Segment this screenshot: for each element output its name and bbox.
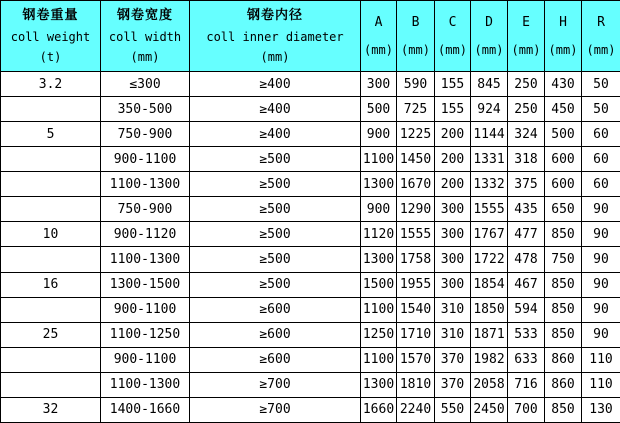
cell-C: 310 [435, 297, 471, 322]
cell-coil-width: 1400-1660 [101, 397, 190, 422]
cell-H: 850 [545, 272, 582, 297]
cell-R: 110 [582, 372, 620, 397]
cell-C: 370 [435, 347, 471, 372]
cell-inner-diameter: ≥400 [190, 72, 361, 97]
cell-A: 1660 [361, 397, 397, 422]
cell-A: 1100 [361, 297, 397, 322]
cell-B: 1758 [397, 247, 435, 272]
cell-E: 700 [508, 397, 545, 422]
table-row [1, 372, 620, 397]
cell-E: 324 [508, 122, 545, 147]
cell-H: 500 [545, 122, 582, 147]
header-C [435, 1, 471, 72]
cell-R: 90 [582, 322, 620, 347]
cell-B: 1810 [397, 372, 435, 397]
header-inner-diameter-unit: (mm) [260, 49, 290, 64]
cell-H: 860 [545, 347, 582, 372]
header-coil-width [101, 1, 190, 72]
cell-E: 250 [508, 72, 545, 97]
cell-R: 110 [582, 347, 620, 372]
cell-R: 90 [582, 222, 620, 247]
header-coil-weight [1, 1, 101, 72]
cell-D: 1850 [471, 297, 508, 322]
header-coil-weight-unit: (t) [39, 49, 62, 64]
cell-coil-weight: 5 [1, 122, 101, 147]
cell-H: 600 [545, 147, 582, 172]
cell-C: 300 [435, 197, 471, 222]
cell-inner-diameter: ≥600 [190, 347, 361, 372]
table-row [1, 322, 620, 347]
cell-inner-diameter: ≥500 [190, 247, 361, 272]
cell-A: 1300 [361, 247, 397, 272]
cell-D: 1722 [471, 247, 508, 272]
cell-A: 900 [361, 122, 397, 147]
cell-coil-width: 900-1120 [101, 222, 190, 247]
cell-coil-width: ≤300 [101, 72, 190, 97]
header-A [361, 1, 397, 72]
header-inner-diameter [190, 1, 361, 72]
cell-coil-width: 900-1100 [101, 147, 190, 172]
cell-R: 50 [582, 97, 620, 122]
cell-C: 370 [435, 372, 471, 397]
cell-D: 1871 [471, 322, 508, 347]
header-D [471, 1, 508, 72]
header-R-unit: (mm) [586, 43, 616, 57]
cell-H: 430 [545, 72, 582, 97]
table-row [1, 72, 620, 97]
cell-B: 725 [397, 97, 435, 122]
cell-B: 2240 [397, 397, 435, 422]
cell-H: 750 [545, 247, 582, 272]
cell-inner-diameter: ≥700 [190, 372, 361, 397]
header-B-unit: (mm) [401, 43, 430, 57]
cell-A: 900 [361, 197, 397, 222]
header-E-letter: E [522, 15, 530, 30]
cell-C: 300 [435, 247, 471, 272]
header-B [397, 1, 435, 72]
cell-C: 200 [435, 122, 471, 147]
cell-inner-diameter: ≥400 [190, 97, 361, 122]
header-inner-diameter-zh: 钢卷内径 [246, 8, 303, 24]
cell-coil-weight [1, 297, 101, 322]
cell-coil-width: 900-1100 [101, 347, 190, 372]
cell-R: 90 [582, 297, 620, 322]
cell-B: 1290 [397, 197, 435, 222]
cell-D: 2450 [471, 397, 508, 422]
table-body [1, 72, 620, 423]
cell-C: 200 [435, 172, 471, 197]
header-A-unit: (mm) [364, 43, 393, 57]
cell-D: 1854 [471, 272, 508, 297]
cell-coil-weight: 10 [1, 222, 101, 247]
cell-D: 1555 [471, 197, 508, 222]
cell-C: 300 [435, 272, 471, 297]
cell-R: 90 [582, 272, 620, 297]
cell-coil-weight: 32 [1, 397, 101, 422]
header-H [545, 1, 582, 72]
cell-B: 1555 [397, 222, 435, 247]
cell-H: 650 [545, 197, 582, 222]
cell-E: 318 [508, 147, 545, 172]
table-row [1, 122, 620, 147]
header-E-unit: (mm) [511, 43, 541, 57]
cell-R: 60 [582, 147, 620, 172]
cell-C: 310 [435, 322, 471, 347]
cell-coil-weight [1, 347, 101, 372]
cell-E: 477 [508, 222, 545, 247]
cell-A: 1250 [361, 322, 397, 347]
cell-inner-diameter: ≥600 [190, 297, 361, 322]
cell-inner-diameter: ≥500 [190, 172, 361, 197]
cell-coil-width: 750-900 [101, 197, 190, 222]
table-header [1, 1, 620, 72]
cell-C: 300 [435, 222, 471, 247]
cell-B: 1540 [397, 297, 435, 322]
header-coil-width-zh: 钢卷宽度 [116, 8, 173, 24]
cell-coil-width: 1100-1300 [101, 372, 190, 397]
cell-E: 594 [508, 297, 545, 322]
cell-B: 1670 [397, 172, 435, 197]
cell-coil-weight: 16 [1, 272, 101, 297]
cell-B: 1955 [397, 272, 435, 297]
cell-inner-diameter: ≥500 [190, 272, 361, 297]
cell-H: 850 [545, 322, 582, 347]
cell-R: 50 [582, 72, 620, 97]
cell-coil-width: 900-1100 [101, 297, 190, 322]
cell-E: 435 [508, 197, 545, 222]
cell-R: 90 [582, 247, 620, 272]
cell-B: 1450 [397, 147, 435, 172]
cell-inner-diameter: ≥700 [190, 397, 361, 422]
cell-coil-weight [1, 172, 101, 197]
table-row [1, 297, 620, 322]
cell-H: 850 [545, 222, 582, 247]
cell-A: 1300 [361, 172, 397, 197]
cell-D: 1982 [471, 347, 508, 372]
cell-A: 1500 [361, 272, 397, 297]
header-E [508, 1, 545, 72]
cell-D: 1331 [471, 147, 508, 172]
table-row [1, 347, 620, 372]
header-coil-width-unit: (mm) [130, 49, 160, 64]
cell-H: 860 [545, 372, 582, 397]
table-row [1, 247, 620, 272]
table-row [1, 147, 620, 172]
cell-coil-width: 750-900 [101, 122, 190, 147]
cell-D: 1332 [471, 172, 508, 197]
cell-C: 550 [435, 397, 471, 422]
header-H-unit: (mm) [548, 43, 578, 57]
cell-coil-weight: 25 [1, 322, 101, 347]
cell-B: 1710 [397, 322, 435, 347]
table-row [1, 172, 620, 197]
cell-coil-weight [1, 147, 101, 172]
cell-inner-diameter: ≥500 [190, 147, 361, 172]
table-row [1, 97, 620, 122]
cell-B: 1225 [397, 122, 435, 147]
table-row [1, 272, 620, 297]
cell-D: 1144 [471, 122, 508, 147]
header-inner-diameter-en: coll inner diameter [206, 29, 344, 44]
cell-H: 850 [545, 297, 582, 322]
table-row [1, 397, 620, 422]
header-coil-width-en: coll width [108, 29, 182, 44]
cell-E: 533 [508, 322, 545, 347]
cell-E: 375 [508, 172, 545, 197]
cell-B: 1570 [397, 347, 435, 372]
cell-coil-weight [1, 247, 101, 272]
header-C-unit: (mm) [438, 43, 467, 57]
cell-E: 716 [508, 372, 545, 397]
header-D-unit: (mm) [474, 43, 504, 57]
cell-H: 850 [545, 397, 582, 422]
header-A-letter: A [374, 15, 383, 30]
cell-A: 500 [361, 97, 397, 122]
header-H-letter: H [559, 15, 567, 30]
cell-C: 200 [435, 147, 471, 172]
header-C-letter: C [448, 15, 457, 30]
cell-E: 250 [508, 97, 545, 122]
cell-B: 590 [397, 72, 435, 97]
cell-coil-width: 350-500 [101, 97, 190, 122]
cell-coil-weight [1, 97, 101, 122]
cell-coil-weight [1, 372, 101, 397]
cell-R: 60 [582, 122, 620, 147]
cell-D: 2058 [471, 372, 508, 397]
cell-C: 155 [435, 97, 471, 122]
header-row [1, 1, 620, 72]
header-D-letter: D [485, 15, 493, 30]
cell-coil-width: 1300-1500 [101, 272, 190, 297]
header-coil-weight-zh: 钢卷重量 [22, 8, 79, 24]
cell-R: 60 [582, 172, 620, 197]
header-R [582, 1, 620, 72]
cell-D: 1767 [471, 222, 508, 247]
cell-A: 1100 [361, 347, 397, 372]
cell-H: 450 [545, 97, 582, 122]
cell-A: 300 [361, 72, 397, 97]
cell-coil-width: 1100-1300 [101, 247, 190, 272]
cell-inner-diameter: ≥400 [190, 122, 361, 147]
cell-R: 130 [582, 397, 620, 422]
table-row [1, 222, 620, 247]
cell-R: 90 [582, 197, 620, 222]
cell-inner-diameter: ≥500 [190, 222, 361, 247]
cell-inner-diameter: ≥600 [190, 322, 361, 347]
cell-coil-weight: 3.2 [1, 72, 101, 97]
cell-D: 924 [471, 97, 508, 122]
cell-E: 478 [508, 247, 545, 272]
table-row [1, 197, 620, 222]
header-coil-weight-en: coll weight [10, 29, 91, 44]
cell-A: 1300 [361, 372, 397, 397]
cell-A: 1120 [361, 222, 397, 247]
cell-A: 1100 [361, 147, 397, 172]
cell-coil-width: 1100-1250 [101, 322, 190, 347]
header-B-letter: B [411, 15, 420, 30]
header-R-letter: R [597, 15, 605, 30]
cell-C: 155 [435, 72, 471, 97]
cell-H: 600 [545, 172, 582, 197]
cell-inner-diameter: ≥500 [190, 197, 361, 222]
cell-E: 633 [508, 347, 545, 372]
cell-D: 845 [471, 72, 508, 97]
cell-coil-weight [1, 197, 101, 222]
cell-coil-width: 1100-1300 [101, 172, 190, 197]
cell-E: 467 [508, 272, 545, 297]
